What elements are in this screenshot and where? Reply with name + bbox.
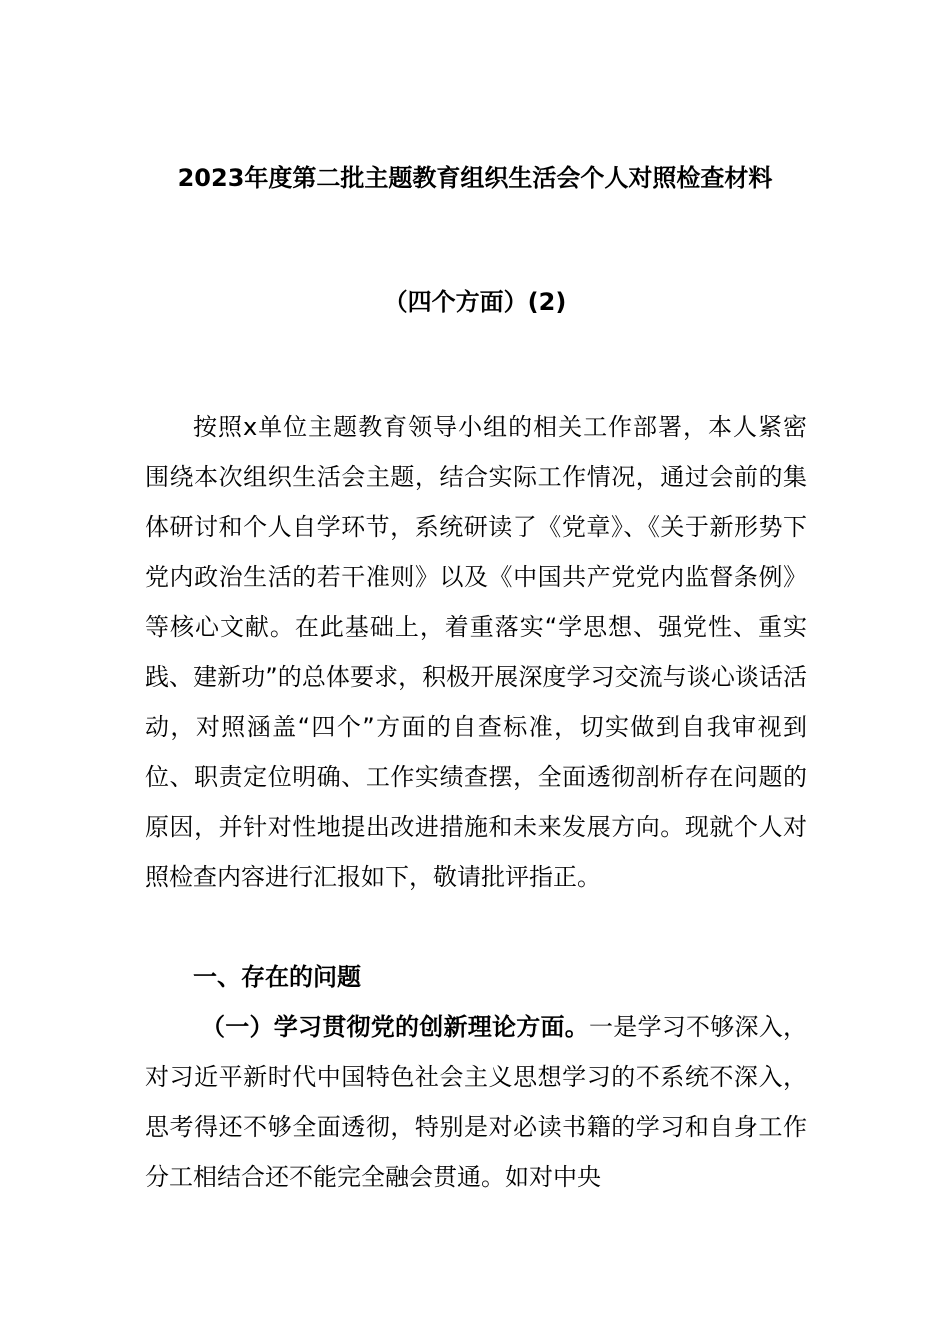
subsection-text: 一是学习不够深入，对习近平新时代中国特色社会主义思想学习的不系统不深入，思考得还不够全面透彻，特别是对必读书籍的学习和自身工作分工相结合还不能完全融会贯通。如对中央 xyxy=(145,1013,807,1191)
subsection-heading: （一）学习贯彻党的创新理论方面。 xyxy=(201,1013,589,1041)
document-subtitle: （四个方面）(2) xyxy=(383,288,567,316)
intro-paragraph: 按照x单位主题教育领导小组的相关工作部署，本人紧密围绕本次组织生活会主题，结合实际工作情况，通过会前的集体研讨和个人自学环节，系统研读了《党章》、《关于新形势下党内政治生活的若干准则》以及《中国共产党党内监督条例》等核心文献。在此基础上，着重落实“学思想、强党性、重实践、建新功”的总体要求，积极开展深度学习交流与谈心谈话活动，对照涵盖“四个”方面的自查标准，切实做到自我审视到位、职责定位明确、工作实绩查摆，全面透彻剖析存在问题的原因，并针对性地提出改进措施和未来发展方向。现就个人对照检查内容进行汇报如下，敬请批评指正。 xyxy=(145,413,807,891)
subsection-paragraph xyxy=(145,1002,807,1202)
document-title: 2023年度第二批主题教育组织生活会个人对照检查材料 xyxy=(177,164,773,192)
section-heading-problems: 一、存在的问题 xyxy=(193,963,361,991)
